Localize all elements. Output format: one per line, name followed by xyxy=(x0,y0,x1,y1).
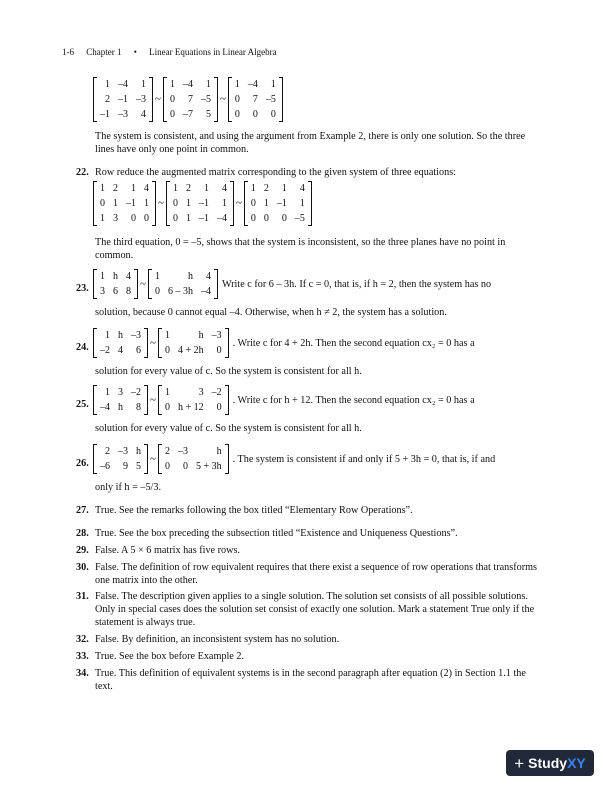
matrix-entry: h xyxy=(198,330,204,341)
matrix-entry: 1 xyxy=(164,330,170,341)
matrix-entry: 0 xyxy=(169,109,175,120)
matrix-entry: 8 xyxy=(136,402,141,413)
q22-tilde: ~ xyxy=(158,197,164,209)
q22-matrix-3 xyxy=(244,181,312,226)
q33-text: True. See the box before Example 2. xyxy=(95,651,245,662)
matrix-entry: h xyxy=(187,271,193,282)
q34-number: 34. xyxy=(76,668,89,679)
matrix-entry: 0 xyxy=(216,345,222,356)
matrix-entry: 1 xyxy=(100,213,105,224)
q26-tilde: ~ xyxy=(150,452,156,465)
matrix-entry: –3 xyxy=(131,330,141,341)
top-matrix-1 xyxy=(93,77,153,122)
logo-text-xy: XY xyxy=(567,754,586,771)
q24-matrix-group xyxy=(93,328,475,358)
q22-matrix-2 xyxy=(166,181,234,226)
q24-tilde: ~ xyxy=(150,336,156,349)
studyxy-logo[interactable] xyxy=(506,750,594,776)
matrix-entry: –2 xyxy=(100,345,110,356)
matrix-entry: 5 xyxy=(205,109,211,120)
matrix-entry: 1 xyxy=(105,79,110,90)
matrix-entry: –4 xyxy=(182,79,193,90)
matrix-entry: –3 xyxy=(177,446,188,457)
plus-icon: + xyxy=(514,753,525,773)
q22-matrix-group xyxy=(93,181,312,226)
top-matrix-group xyxy=(93,77,283,122)
matrix-entry: 0 xyxy=(216,402,222,413)
q25-number: 25. xyxy=(76,399,89,410)
q25-text: solution for every value of c. So the system is consistent for all h. xyxy=(95,423,362,434)
q26-matrix-group xyxy=(93,444,495,474)
matrix-entry: –5 xyxy=(200,94,211,105)
matrix-entry: –3 xyxy=(118,109,128,120)
q25-tilde: ~ xyxy=(150,393,156,406)
q24-matrix-2 xyxy=(158,328,229,358)
matrix-entry: 1 xyxy=(172,183,178,194)
matrix-entry: –3 xyxy=(136,94,146,105)
matrix-entry: 6 xyxy=(113,286,118,297)
logo-text-study: Study xyxy=(528,754,568,771)
matrix-entry: 4 xyxy=(126,271,131,282)
matrix-entry: 0 xyxy=(182,461,188,472)
matrix-entry: 1 xyxy=(205,79,211,90)
matrix-entry: 0 xyxy=(100,198,105,209)
matrix-entry: 1 xyxy=(299,198,305,209)
matrix-entry: –1 xyxy=(198,198,209,209)
matrix-entry: 1 xyxy=(250,183,256,194)
matrix-entry: 0 xyxy=(164,461,170,472)
q26-number: 26. xyxy=(76,458,89,469)
matrix-entry: 0 xyxy=(144,213,149,224)
matrix-entry: 0 xyxy=(250,198,256,209)
page-number: 1-6 xyxy=(62,47,74,57)
matrix-entry: 3 xyxy=(100,286,105,297)
q23-number: 23. xyxy=(76,283,89,294)
matrix-entry: 6 xyxy=(136,345,141,356)
matrix-entry: 9 xyxy=(123,461,128,472)
matrix-entry: 1 xyxy=(185,198,191,209)
q24-inline-text: . Write c for 4 + 2h. Then the second equation cx₂ = 0 has a xyxy=(232,337,475,349)
matrix-entry: –7 xyxy=(182,109,193,120)
matrix-entry: 0 xyxy=(172,213,178,224)
matrix-entry: 5 + 3h xyxy=(195,461,222,472)
matrix-entry: 0 xyxy=(281,213,287,224)
q22-tilde: ~ xyxy=(235,197,242,209)
matrix-entry: 1 xyxy=(144,198,149,209)
q30-number: 30. xyxy=(76,562,89,573)
matrix-entry: 0 xyxy=(169,94,175,105)
top-tilde: ~ xyxy=(155,93,161,105)
matrix-entry: h xyxy=(216,446,222,457)
q30-text: False. The definition of row equivalent requires that there exist a sequence of row operations that transforms one matrix into the other. xyxy=(95,562,537,586)
matrix-entry: 1 xyxy=(100,271,105,282)
top-text: The system is consistent, and using the argument from Example 2, there is only one solution. So the three lines have only one point in common. xyxy=(95,131,526,155)
matrix-entry: –1 xyxy=(198,213,209,224)
q23-matrix-1 xyxy=(93,269,138,299)
matrix-entry: h xyxy=(118,402,123,413)
page-header xyxy=(62,46,287,59)
q22-text: The third equation, 0 = –5, shows that the system is inconsistent, so the three planes have no point in common. xyxy=(95,237,506,261)
matrix-entry: h + 12 xyxy=(177,402,204,413)
matrix-entry: –4 xyxy=(100,402,110,413)
matrix-entry: h xyxy=(136,446,141,457)
top-matrix-3 xyxy=(228,77,283,122)
q32-text: False. By definition, an inconsistent system has no solution. xyxy=(95,634,340,645)
matrix-entry: 0 xyxy=(154,286,160,297)
matrix-entry: –6 xyxy=(100,461,110,472)
q27-number: 27. xyxy=(76,505,89,516)
q29-text: False. A 5 × 6 matrix has five rows. xyxy=(95,545,240,556)
matrix-entry: 3 xyxy=(113,213,118,224)
matrix-entry: 5 xyxy=(136,461,141,472)
matrix-entry: –4 xyxy=(216,213,227,224)
matrix-entry: 2 xyxy=(185,183,191,194)
q24-text: solution for every value of c. So the system is consistent for all h. xyxy=(95,366,362,377)
matrix-entry: 4 xyxy=(144,183,149,194)
matrix-entry: –2 xyxy=(211,387,222,398)
matrix-entry: 1 xyxy=(169,79,175,90)
matrix-entry: h xyxy=(118,330,123,341)
q22-matrix-1 xyxy=(93,181,156,226)
matrix-entry: 0 xyxy=(234,109,240,120)
q23-matrix-2 xyxy=(148,269,218,299)
matrix-entry: 1 xyxy=(185,213,191,224)
q22-number: 22. xyxy=(76,167,89,178)
matrix-entry: 1 xyxy=(221,198,227,209)
matrix-entry: –4 xyxy=(118,79,128,90)
q27-text: True. See the remarks following the box titled “Elementary Row Operations”. xyxy=(95,505,413,516)
matrix-entry: 8 xyxy=(126,286,131,297)
matrix-entry: –2 xyxy=(131,387,141,398)
matrix-entry: –5 xyxy=(294,213,305,224)
matrix-entry: 1 xyxy=(263,198,269,209)
matrix-entry: 0 xyxy=(252,109,258,120)
q31-number: 31. xyxy=(76,591,89,602)
top-matrix-2 xyxy=(163,77,218,122)
matrix-entry: 1 xyxy=(100,183,105,194)
q34-text: True. This definition of equivalent systems is in the second paragraph after equation (2) in Section 1.1 the text. xyxy=(95,668,526,692)
matrix-entry: 1 xyxy=(203,183,209,194)
matrix-entry: 3 xyxy=(118,387,123,398)
matrix-entry: –1 xyxy=(100,109,110,120)
q24-number: 24. xyxy=(76,342,89,353)
matrix-entry: –3 xyxy=(211,330,222,341)
matrix-entry: 2 xyxy=(263,183,269,194)
q28-text: True. See the box preceding the subsection titled “Existence and Uniqueness Questions”. xyxy=(95,528,458,539)
matrix-entry: 1 xyxy=(105,330,110,341)
q23-matrix-group xyxy=(93,269,491,299)
matrix-entry: 1 xyxy=(105,387,110,398)
matrix-entry: –4 xyxy=(247,79,258,90)
matrix-entry: 0 xyxy=(263,213,269,224)
matrix-entry: 1 xyxy=(164,387,170,398)
q33-number: 33. xyxy=(76,651,89,662)
matrix-entry: –1 xyxy=(276,198,287,209)
matrix-entry: 4 + 2h xyxy=(177,345,204,356)
q25-inline-text: . Write c for h + 12. Then the second equation cx₂ = 0 has a xyxy=(232,394,475,406)
q31-text: False. The description given applies to a single solution. The solution set consists of all possible solutions. Only in special cases does the solution set consist of exactly one solution. Mark a statement True only if the statement is always true. xyxy=(95,591,535,628)
matrix-entry: 1 xyxy=(141,79,146,90)
matrix-entry: 4 xyxy=(205,271,211,282)
q32-number: 32. xyxy=(76,634,89,645)
matrix-entry: 2 xyxy=(105,446,110,457)
q23-text: solution, because 0 cannot equal –4. Otherwise, when h ≠ 2, the system has a solution. xyxy=(95,307,447,318)
matrix-entry: –1 xyxy=(126,198,136,209)
matrix-entry: –4 xyxy=(200,286,211,297)
q26-matrix-1 xyxy=(93,444,148,474)
top-tilde: ~ xyxy=(219,93,226,105)
matrix-entry: 2 xyxy=(113,183,118,194)
matrix-entry: 1 xyxy=(154,271,160,282)
q26-text: only if h = –5/3. xyxy=(95,482,162,493)
matrix-entry: 3 xyxy=(198,387,204,398)
q23-inline-text: Write c for 6 – 3h. If c = 0, that is, if h = 2, then the system has no xyxy=(221,278,492,290)
header-bullet: • xyxy=(133,47,137,57)
matrix-entry: 0 xyxy=(250,213,256,224)
matrix-entry: 2 xyxy=(164,446,170,457)
matrix-entry: 1 xyxy=(131,183,136,194)
q26-matrix-2 xyxy=(158,444,229,474)
matrix-entry: 4 xyxy=(221,183,227,194)
matrix-entry: h xyxy=(113,271,118,282)
matrix-entry: 1 xyxy=(281,183,287,194)
matrix-entry: 0 xyxy=(164,345,170,356)
matrix-entry: 4 xyxy=(141,109,146,120)
matrix-entry: –5 xyxy=(265,94,276,105)
q26-inline-text: . The system is consistent if and only if 5 + 3h = 0, that is, if and xyxy=(232,453,496,465)
matrix-entry: 4 xyxy=(118,345,123,356)
matrix-entry: 7 xyxy=(187,94,193,105)
matrix-entry: 1 xyxy=(234,79,240,90)
matrix-entry: 4 xyxy=(299,183,305,194)
q24-matrix-1 xyxy=(93,328,148,358)
matrix-entry: 2 xyxy=(105,94,110,105)
q28-number: 28. xyxy=(76,528,89,539)
q25-matrix-1 xyxy=(93,385,148,415)
matrix-entry: 7 xyxy=(252,94,258,105)
matrix-entry: –1 xyxy=(118,94,128,105)
q23-tilde: ~ xyxy=(140,277,146,290)
q25-matrix-2 xyxy=(158,385,229,415)
matrix-entry: 6 – 3h xyxy=(167,286,193,297)
matrix-entry: 0 xyxy=(270,109,276,120)
q25-matrix-group xyxy=(93,385,475,415)
chapter-title: Linear Equations in Linear Algebra xyxy=(149,47,277,57)
q22-intro: Row reduce the augmented matrix corresponding to the given system of three equations: xyxy=(95,167,456,178)
matrix-entry: –3 xyxy=(118,446,128,457)
matrix-entry: 0 xyxy=(172,198,178,209)
matrix-entry: 0 xyxy=(131,213,136,224)
matrix-entry: 1 xyxy=(270,79,276,90)
q29-number: 29. xyxy=(76,545,89,556)
chapter-label: Chapter 1 xyxy=(86,47,122,57)
matrix-entry: 0 xyxy=(164,402,170,413)
matrix-entry: 1 xyxy=(113,198,118,209)
matrix-entry: 0 xyxy=(234,94,240,105)
